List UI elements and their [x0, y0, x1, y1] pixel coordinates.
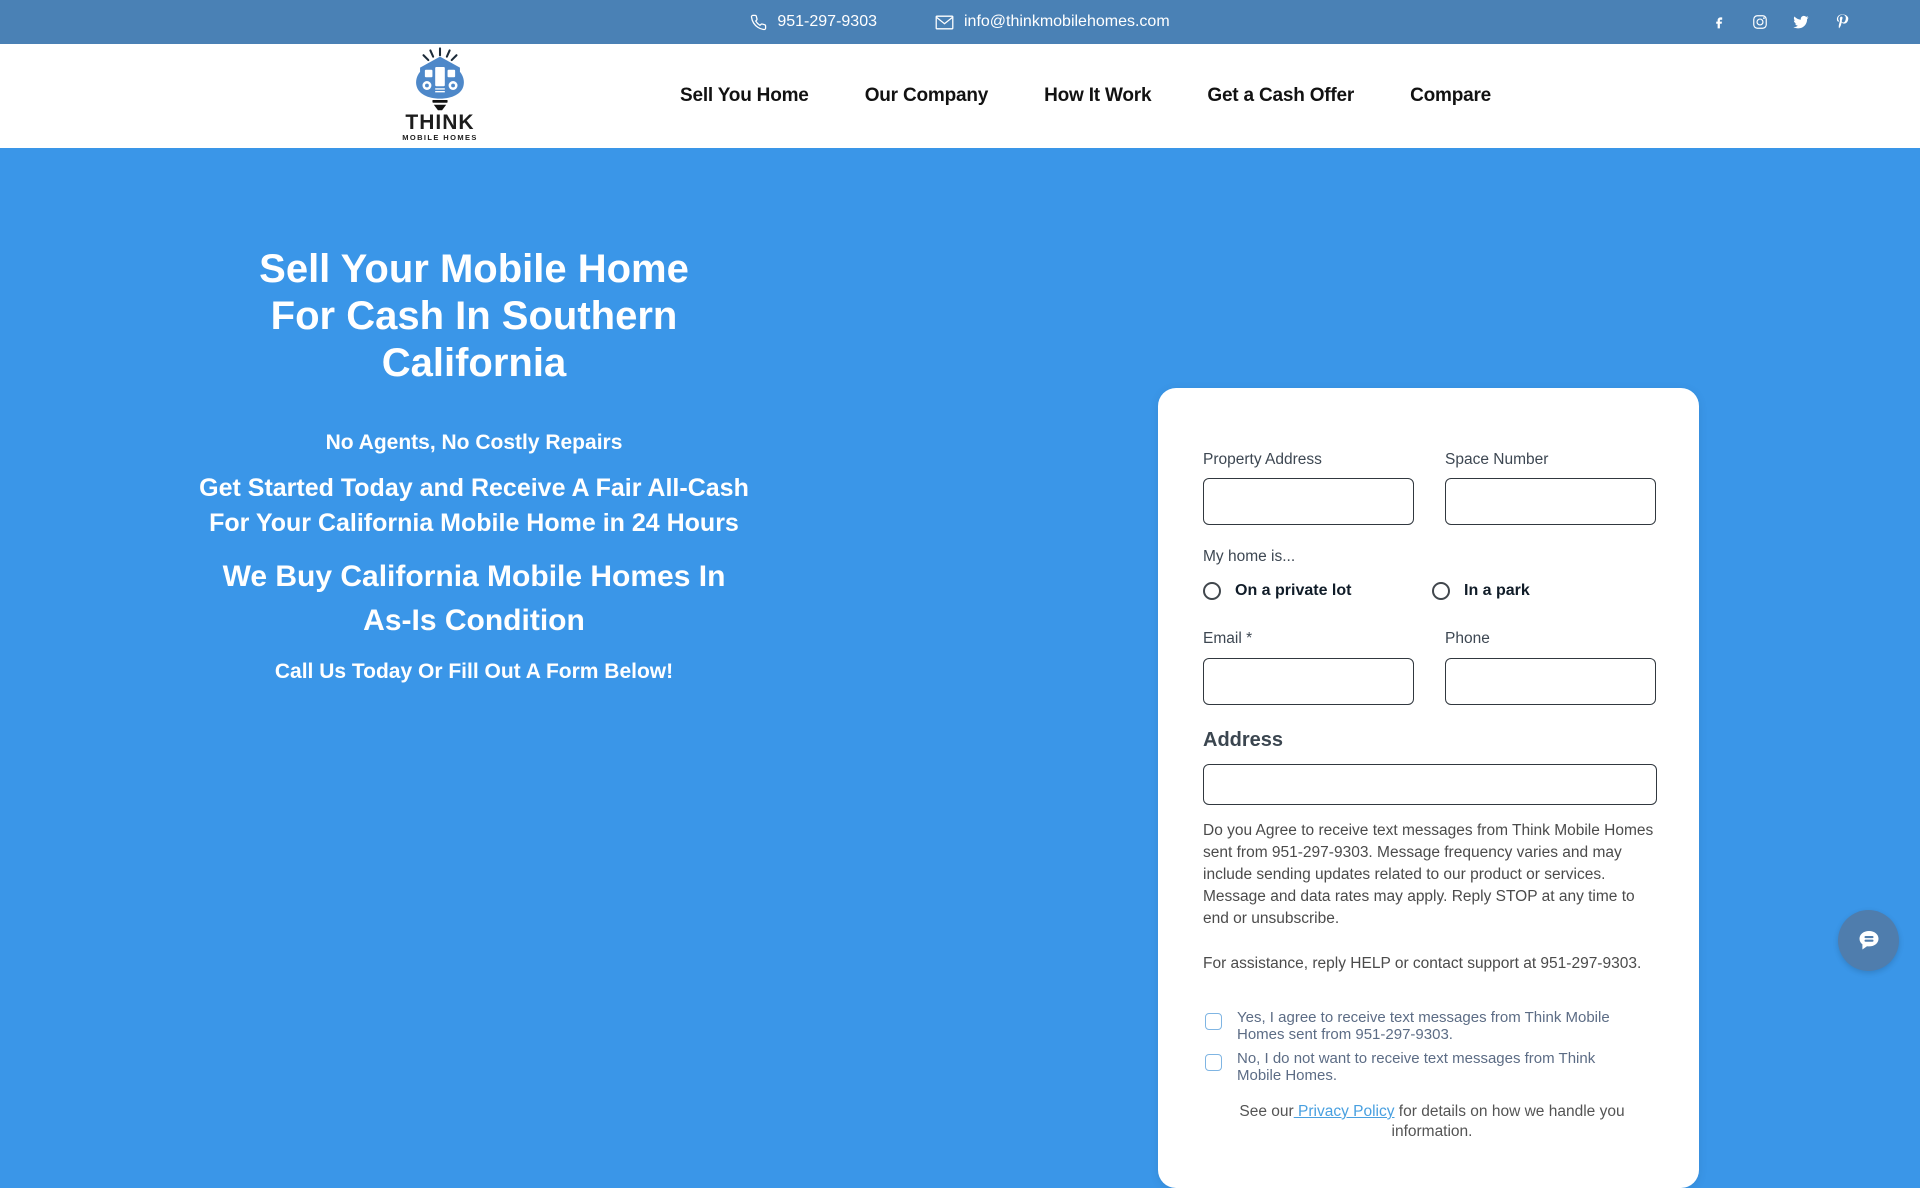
- private-lot-radio[interactable]: [1203, 582, 1221, 600]
- logo-bulb-icon: [409, 47, 471, 113]
- hero-heading: [150, 246, 798, 387]
- space-number-label: Space Number: [1445, 451, 1549, 468]
- social-bar: [1711, 0, 1850, 44]
- privacy-note: [1203, 1102, 1661, 1142]
- property-address-label: Property Address: [1203, 451, 1322, 468]
- privacy-suffix: for details on how we handle you information.: [1391, 1103, 1625, 1140]
- chat-bubble-icon: [1854, 926, 1884, 956]
- facebook-icon[interactable]: [1711, 14, 1727, 30]
- topbar-contacts: [0, 0, 1920, 44]
- logo-title: THINK: [405, 111, 475, 134]
- property-address-input[interactable]: [1203, 478, 1414, 525]
- hero-section: [0, 148, 1920, 1140]
- main-navbar: [0, 44, 1920, 148]
- nav-item-how-it-work[interactable]: How It Work: [1044, 85, 1152, 106]
- phone-icon: [750, 14, 767, 31]
- instagram-icon[interactable]: [1752, 14, 1768, 30]
- cash-offer-form-card: [1158, 388, 1699, 1188]
- phone-link[interactable]: [750, 13, 877, 31]
- hero-offer-line2: For Your California Mobile Home in 24 Hours: [209, 509, 739, 537]
- private-lot-label: On a private lot: [1235, 582, 1352, 599]
- hero-heading-line3: California: [381, 341, 567, 385]
- home-type-label: My home is...: [1203, 548, 1296, 565]
- hero-asis-heading: [150, 555, 798, 643]
- nav-item-sell-you-home[interactable]: Sell You Home: [680, 85, 809, 106]
- pinterest-icon[interactable]: [1834, 14, 1850, 30]
- hero-heading-line1: Sell Your Mobile Home: [259, 247, 689, 291]
- checkbox-row-agree: [1205, 1009, 1637, 1043]
- address-input[interactable]: [1203, 764, 1657, 805]
- hero-cta-text: Call Us Today Or Fill Out A Form Below!: [274, 660, 674, 683]
- phone-number: 951-297-9303: [777, 13, 877, 30]
- nav-links: [680, 44, 1491, 148]
- decline-checkbox-label: No, I do not want to receive text messages from Think Mobile Homes.: [1237, 1050, 1596, 1084]
- privacy-prefix: See our: [1239, 1103, 1294, 1120]
- email-link[interactable]: [935, 13, 1170, 31]
- radio-option-private-lot: [1203, 582, 1351, 600]
- nav-item-get-a-cash-offer[interactable]: Get a Cash Offer: [1207, 85, 1355, 106]
- space-number-input[interactable]: [1445, 478, 1656, 525]
- agree-checkbox[interactable]: [1205, 1013, 1222, 1030]
- assistance-paragraph: For assistance, reply HELP or contact support at 951-297-9303.: [1203, 955, 1642, 972]
- hero-heading-line2: For Cash In Southern: [270, 294, 678, 338]
- decline-checkbox[interactable]: [1205, 1054, 1222, 1071]
- nav-item-our-company[interactable]: Our Company: [864, 85, 989, 106]
- phone-label: Phone: [1445, 630, 1490, 647]
- hero-asis-line1: We Buy California Mobile Homes In: [222, 560, 726, 593]
- in-a-park-label: In a park: [1464, 582, 1530, 599]
- address-heading: Address: [1203, 729, 1284, 751]
- consent-paragraph: Do you Agree to receive text messages from Think Mobile Homes sent from 951-297-9303. Message frequency varies and may include sending updates related to our product or services. Message and data rates may apply. Reply STOP at any time to end or unsubscribe.: [1203, 822, 1654, 927]
- email-address: info@thinkmobilehomes.com: [963, 13, 1170, 30]
- agree-checkbox-label: Yes, I agree to receive text messages from Think Mobile Homes sent from 951-297-9303.: [1237, 1009, 1610, 1043]
- radio-option-in-a-park: [1432, 582, 1530, 600]
- chat-widget-button[interactable]: [1838, 910, 1899, 971]
- email-label: Email *: [1203, 630, 1253, 647]
- checkbox-row-decline: [1205, 1050, 1637, 1084]
- logo-subtitle: MOBILE HOMES: [402, 133, 478, 142]
- top-bar: [0, 0, 1920, 44]
- in-a-park-radio[interactable]: [1432, 582, 1450, 600]
- logo[interactable]: [390, 47, 490, 143]
- mail-icon: [935, 15, 954, 30]
- privacy-policy-link[interactable]: Privacy Policy: [1293, 1103, 1395, 1120]
- hero-offer-line1: Get Started Today and Receive A Fair All-Cash: [199, 474, 749, 502]
- email-input[interactable]: [1203, 658, 1414, 705]
- hero-asis-line2: As-Is Condition: [363, 604, 585, 637]
- hero-tagline: No Agents, No Costly Repairs: [325, 431, 623, 454]
- phone-input[interactable]: [1445, 658, 1656, 705]
- twitter-icon[interactable]: [1793, 14, 1809, 30]
- hero-offer: [150, 471, 798, 541]
- nav-item-compare[interactable]: Compare: [1410, 85, 1492, 106]
